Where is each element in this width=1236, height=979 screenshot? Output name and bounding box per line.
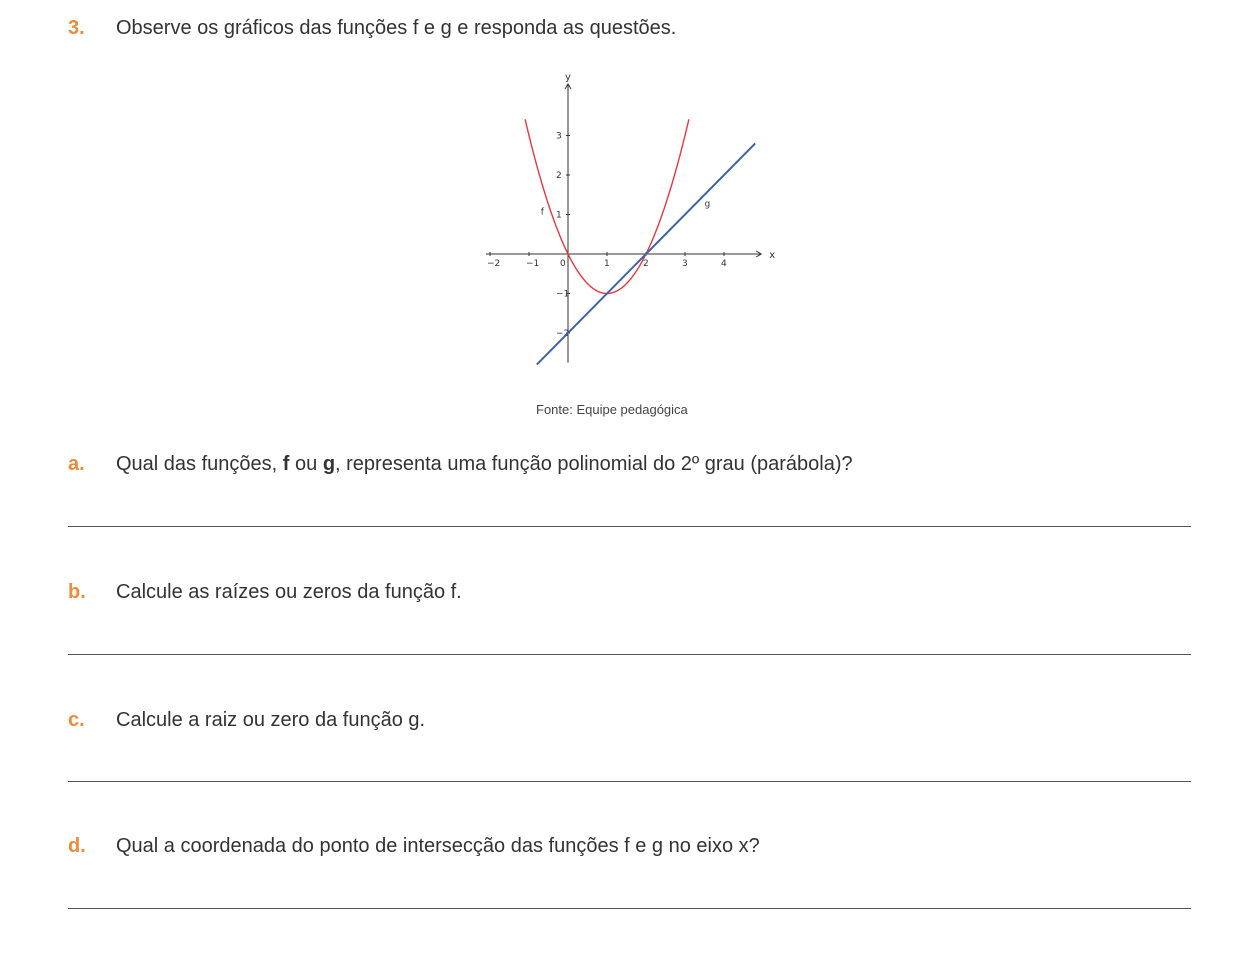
- item-d-text: Qual a coordenada do ponto de intersecção das funções f e g no eixo x?: [116, 835, 760, 857]
- y-axis-label: y: [565, 72, 571, 83]
- item-c-letter: c.: [68, 709, 85, 731]
- item-a-letter: a.: [68, 453, 85, 475]
- item-c: [68, 706, 425, 734]
- x-tick-label: −1: [526, 259, 540, 269]
- answer-line-c[interactable]: [68, 781, 1191, 782]
- item-a-text-before: Qual das funções,: [116, 453, 283, 475]
- item-a-bold-f: f: [282, 453, 290, 475]
- figure-caption: Fonte: Equipe pedagógica: [536, 402, 688, 417]
- y-tick-label: −2: [556, 329, 570, 339]
- item-b: [68, 578, 462, 606]
- x-tick-label: −2: [487, 259, 501, 269]
- x-tick-label: 1: [604, 259, 610, 269]
- y-tick-label: −1: [556, 289, 570, 300]
- y-tick-label: 2: [556, 171, 562, 181]
- x-axis-label: x: [769, 250, 776, 261]
- question-text: Observe os gráficos das funções f e g e responda as questões.: [116, 17, 677, 39]
- x-tick-label: 4: [721, 259, 727, 269]
- item-b-text: Calcule as raízes ou zeros da função f.: [116, 581, 462, 603]
- answer-line-d[interactable]: [68, 908, 1191, 909]
- item-a-text-after: , representa uma função polinomial do 2º grau (parábola)?: [335, 453, 853, 475]
- question-number: 3.: [68, 17, 85, 39]
- series-g-label: g: [704, 199, 711, 210]
- y-tick-label: 1: [556, 210, 562, 221]
- answer-line-b[interactable]: [68, 654, 1191, 655]
- x-tick-label: 2: [643, 259, 649, 269]
- function-graph: [470, 72, 790, 380]
- y-tick-label: 3: [556, 131, 562, 142]
- item-d-letter: d.: [68, 835, 86, 857]
- series-f-label: f: [540, 207, 544, 218]
- item-a: [68, 450, 853, 478]
- item-a-bold-g: g: [322, 453, 336, 475]
- graph-svg: [470, 72, 790, 380]
- item-a-text-mid: ou: [289, 453, 323, 475]
- answer-line-a[interactable]: [68, 526, 1191, 527]
- x-tick-label: 3: [682, 259, 688, 269]
- item-b-letter: b.: [68, 581, 86, 603]
- question-header: [68, 14, 676, 42]
- x-tick-label: 0: [560, 259, 566, 269]
- item-d: [68, 832, 760, 860]
- x-ticks: [487, 252, 727, 269]
- item-c-text: Calcule a raiz ou zero da função g.: [116, 709, 426, 731]
